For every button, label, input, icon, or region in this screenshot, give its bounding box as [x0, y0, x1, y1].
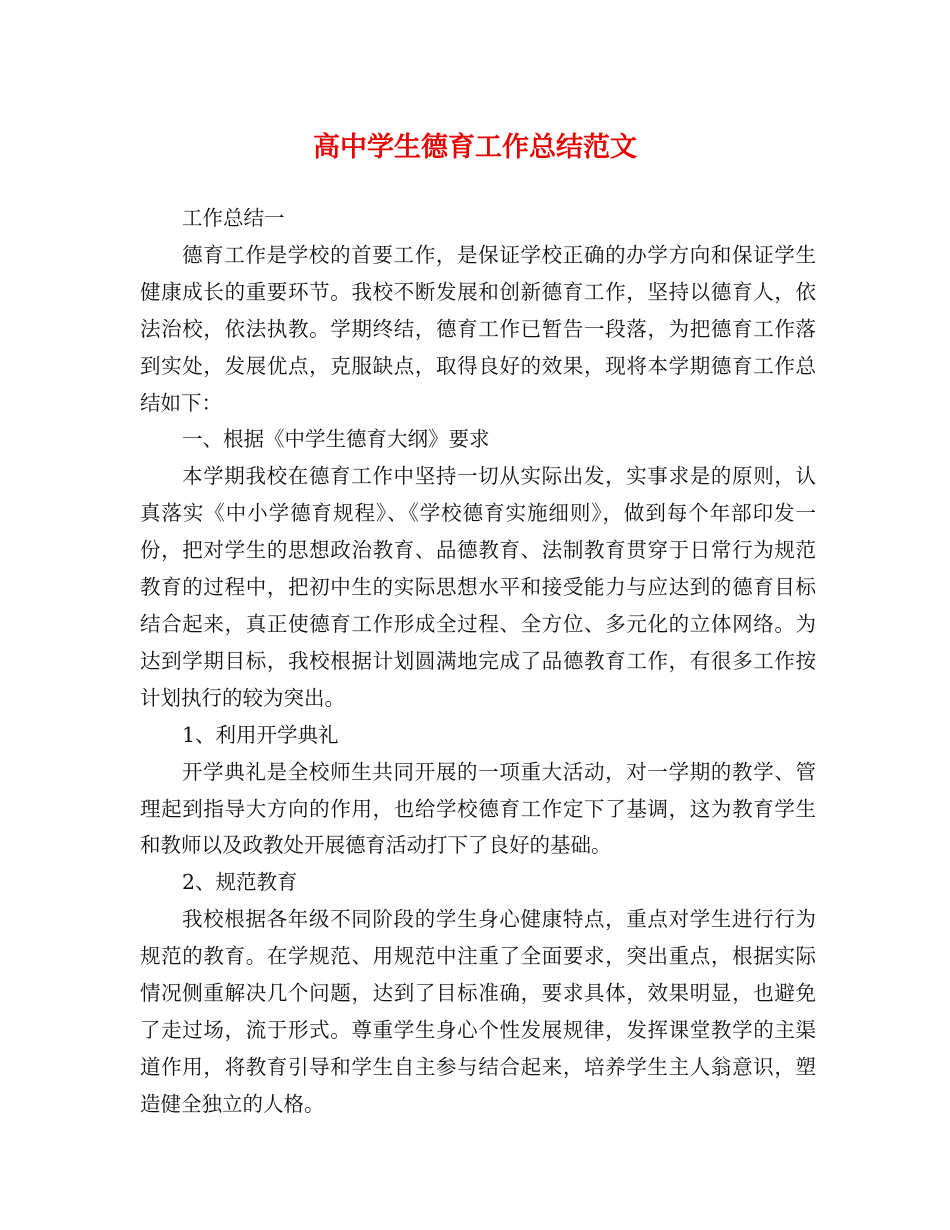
body-paragraph-opening-ceremony: 开学典礼是全校师生共同开展的一项重大活动，对一学期的教学、管理起到指导大方向的作用，也给学校德育工作定下了基调，这为教育学生和教师以及政教处开展德育活动打下了良好的基础。 [140, 759, 816, 858]
section-heading-summary-one: 工作总结一 [182, 206, 285, 230]
document-body [140, 200, 816, 1123]
document-title: 高中学生德育工作总结范文 [313, 132, 637, 163]
subheading-standards-education: 2、规范教育 [182, 870, 298, 895]
body-paragraph-standards-education: 我校根据各年级不同阶段的学生身心健康特点，重点对学生进行行为规范的教育。在学规范、用规范中注重了全面要求，突出重点，根据实际情况侧重解决几个问题，达到了目标准确，要求具体，效果明显，也避免了走过场，流于形式。尊重学生身心个性发展规律，发挥课堂教学的主渠道作用，将教育引导和学生自主参与结合起来，培养学生主人翁意识，塑造健全独立的人格。 [140, 907, 816, 1116]
section-heading-outline: 一、根据《中学生德育大纲》要求 [182, 427, 490, 452]
body-paragraph-intro: 德育工作是学校的首要工作，是保证学校正确的办学方向和保证学生健康成长的重要环节。我校不断发展和创新德育工作，坚持以德育人，依法治校，依法执教。学期终结，德育工作已暂告一段落，为把德育工作落到实处，发展优点，克服缺点，取得良好的效果，现将本学期德育工作总结如下： [140, 242, 816, 415]
body-paragraph-outline: 本学期我校在德育工作中坚持一切从实际出发，实事求是的原则，认真落实《中小学德育规程》、《学校德育实施细则》，做到每个年部印发一份，把对学生的思想政治教育、品德教育、法制教育贯穿于日常行为规范教育的过程中，把初中生的实际思想水平和接受能力与应达到的德育目标结合起来，真正使德育工作形成全过程、全方位、多元化的立体网络。为达到学期目标，我校根据计划圆满地完成了品德教育工作，有很多工作按计划执行的较为突出。 [140, 464, 816, 710]
subheading-opening-ceremony: 1、利用开学典礼 [182, 722, 339, 747]
